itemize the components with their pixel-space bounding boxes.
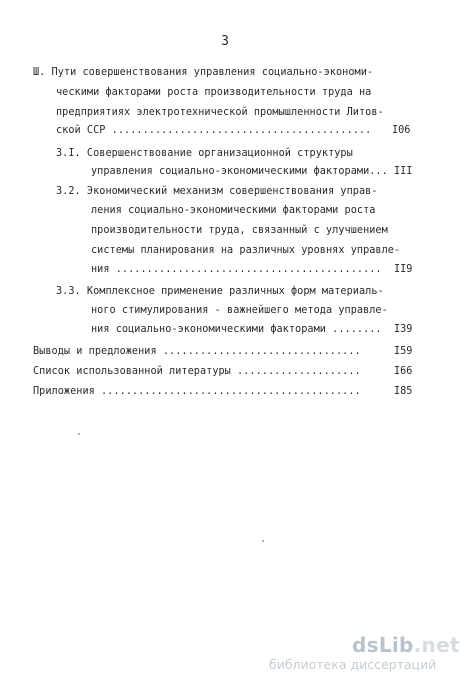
toc-page-number: III [394,166,413,177]
toc-line: управления социально-экономическими факторами... [91,166,388,177]
toc-line: системы планирования на различных уровнях управле- [91,245,401,256]
toc-line: ления социально-экономическими факторами роста [91,205,376,216]
toc-line: Ш. Пути совершенствования управления социально-экономи- [33,67,374,78]
toc-line: ческими факторами роста производительности труда на [56,87,372,98]
watermark-logo-text: dsLib [352,633,414,657]
toc-line: ного стимулирования - важнейшего метода управле- [91,305,388,316]
toc-page-number: I85 [394,386,413,397]
scan-speck [78,433,80,435]
toc-line: ской ССР .......................................... [56,125,372,136]
watermark-logo-suffix: .net [413,633,460,657]
watermark-logo [352,633,460,657]
scan-speck [262,540,264,542]
toc-line: 3.2. Экономический механизм совершенствования управ- [56,186,378,197]
toc-page-number: II9 [394,264,413,275]
toc-line: Приложения .......................................... [33,386,361,397]
toc-page-number: I59 [394,346,413,357]
toc-line: предприятиях электротехнической промышленности Литов- [56,107,384,118]
toc-line: производительности труда, связанный с улучшением [91,225,388,236]
toc-line: 3.3. Комплексное применение различных форм материаль- [56,286,384,297]
toc-line: ния ........................................... [91,264,382,275]
toc-line: Список использованной литературы .................... [33,366,361,377]
toc-page-number: I06 [392,125,411,136]
toc-line: 3.I. Совершенствование организационной структуры [56,148,353,159]
toc-line: Выводы и предложения ................................ [33,346,361,357]
toc-line: ния социально-экономическими факторами ........ [91,324,382,335]
page-number: 3 [221,34,229,49]
watermark-subtitle: библиотека диссертаций [269,657,437,672]
toc-page-number: I66 [394,366,413,377]
toc-page-number: I39 [394,324,413,335]
